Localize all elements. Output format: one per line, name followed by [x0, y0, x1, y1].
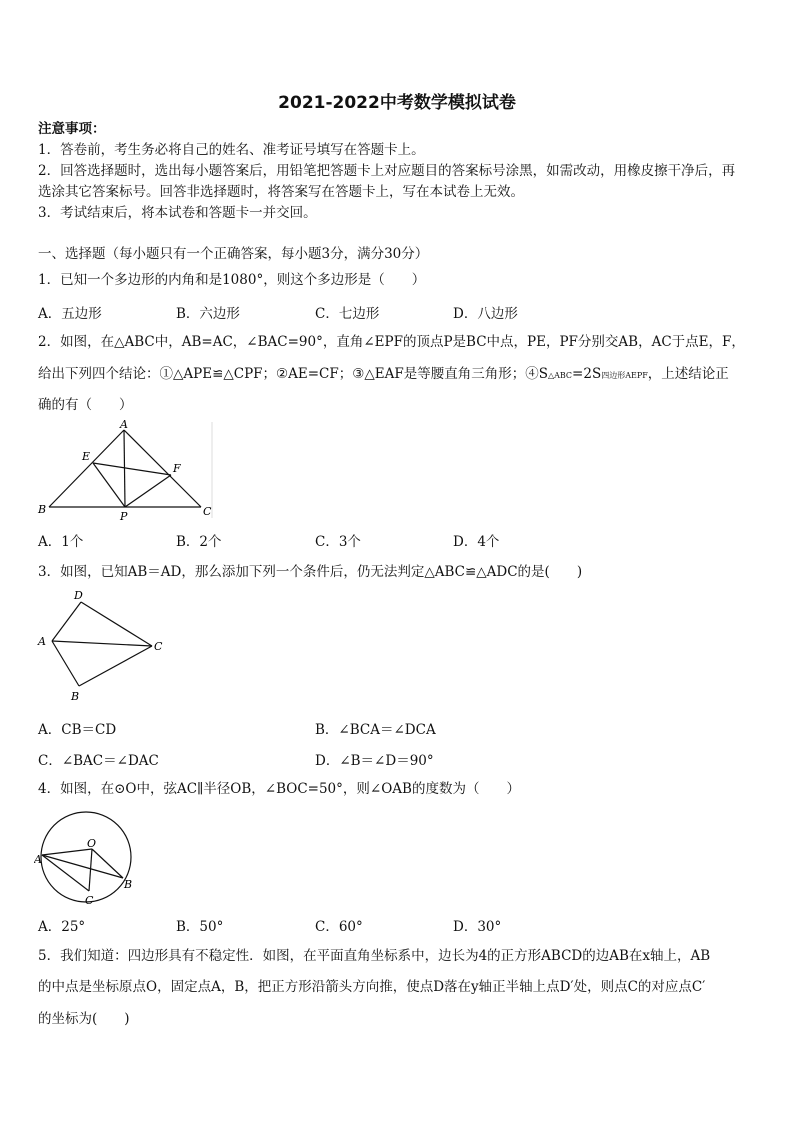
q2-label-c: C [203, 505, 212, 518]
q2-segment-ab [49, 430, 124, 507]
q3-label-d: D [74, 589, 83, 602]
q4-option-d[interactable]: D．30° [453, 919, 502, 935]
q1-option-a[interactable]: A．五边形 [38, 306, 102, 322]
q2-label-f: F [173, 462, 181, 475]
q3-stem: 3．如图，已知AB＝AD，那么添加下列一个条件后，仍无法判定△ABC≌△ADC的是( ) [38, 564, 583, 580]
q1-option-c[interactable]: C．七边形 [315, 306, 380, 322]
q4-label-b: B [124, 878, 133, 891]
q1-option-b[interactable]: B．六边形 [176, 306, 240, 322]
q5-stem-line1: 5．我们知道：四边形具有不稳定性．如图，在平面直角坐标系中，边长为4的正方形ABCD的边AB在x轴上，AB [38, 948, 711, 964]
q5-stem-line2: 的中点是坐标原点O，固定点A，B，把正方形沿箭头方向推，使点D落在y轴正半轴上点D′处，则点C的对应点C′ [38, 979, 706, 995]
q2-segment-ac [124, 430, 201, 507]
q4-label-a: A [34, 853, 42, 866]
q4-segment-ac [42, 855, 89, 891]
q3-segment-ab [52, 641, 79, 686]
q4-option-a[interactable]: A．25° [38, 919, 86, 935]
q2-text-b: =2S [572, 366, 602, 382]
q4-option-b[interactable]: B．50° [176, 919, 224, 935]
notice-item-2: 2．回答选择题时，选出每小题答案后，用铅笔把答题卡上对应题目的答案标号涂黑，如需改动，用橡皮擦干净后，再 [38, 163, 736, 179]
page-title: 2021-2022中考数学模拟试卷 [278, 93, 516, 113]
q2-sub-aepf: 四边形AEPF [601, 371, 648, 380]
q3-option-d[interactable]: D．∠B＝∠D＝90° [315, 753, 434, 769]
q3-segment-dc [81, 602, 152, 646]
q3-option-a[interactable]: A．CB＝CD [38, 722, 117, 738]
q2-segment-pe [93, 463, 125, 507]
q2-stem-line3: 确的有（ ） [38, 397, 133, 413]
q4-segment-ao [42, 849, 92, 855]
q3-option-c[interactable]: C．∠BAC＝∠DAC [38, 753, 159, 769]
notice-item-3: 3．考试结束后，将本试卷和答题卡一并交回。 [38, 205, 317, 221]
notice-heading: 注意事项： [38, 121, 106, 137]
q4-label-c: C [85, 894, 94, 907]
q3-label-a: A [38, 635, 46, 648]
q2-stem-line2 [38, 365, 760, 385]
q4-circle-figure [34, 805, 144, 909]
q3-segment-ac [52, 641, 152, 646]
q2-option-d[interactable]: D．4个 [453, 534, 500, 550]
q3-label-b: B [71, 690, 80, 703]
q3-option-b[interactable]: B．∠BCA＝∠DCA [315, 722, 436, 738]
q2-segment-pf [125, 475, 171, 507]
q2-label-e: E [82, 450, 91, 463]
q2-label-p: P [120, 510, 128, 523]
q3-segment-bc [79, 646, 152, 686]
q1-stem: 1．已知一个多边形的内角和是1080°，则这个多边形是（ ） [38, 272, 426, 288]
q2-sub-abc: △ABC [547, 371, 573, 380]
q4-label-o: O [87, 837, 97, 850]
section-heading: 一、选择题（每小题只有一个正确答案，每小题3分，满分30分） [38, 246, 429, 262]
q4-option-c[interactable]: C．60° [315, 919, 363, 935]
q3-kite-figure [34, 586, 174, 708]
q4-stem: 4．如图，在⊙O中，弦AC∥半径OB，∠BOC=50°，则∠OAB的度数为（ ） [38, 781, 520, 797]
q1-option-d[interactable]: D．八边形 [453, 306, 518, 322]
q2-label-a: A [120, 418, 128, 431]
q2-stem-line1: 2．如图，在△ABC中，AB=AC，∠BAC=90°，直角∠EPF的顶点P是BC中点，PE，PF分别交AB，AC于点E，F， [38, 334, 745, 350]
q2-text-c: ，上述结论正 [647, 366, 729, 382]
q4-segment-oc [89, 849, 92, 891]
notice-item-1: 1．答卷前，考生务必将自己的姓名、准考证号填写在答题卡上。 [38, 142, 425, 158]
q2-option-c[interactable]: C．3个 [315, 534, 361, 550]
q2-option-b[interactable]: B．2个 [176, 534, 222, 550]
notice-item-2-cont: 选涂其它答案标号。回答非选择题时，将答案写在答题卡上，写在本试卷上无效。 [38, 184, 524, 200]
q2-text-a: 给出下列四个结论：①△APE≌△CPF；②AE=CF；③△EAF是等腰直角三角形；④S [38, 366, 548, 382]
q2-label-b: B [38, 503, 47, 516]
q2-triangle-figure [36, 418, 216, 523]
q3-segment-ad [52, 602, 81, 641]
q3-label-c: C [154, 640, 163, 653]
q2-option-a[interactable]: A．1个 [38, 534, 84, 550]
q5-stem-line3: 的坐标为( ) [38, 1011, 130, 1027]
